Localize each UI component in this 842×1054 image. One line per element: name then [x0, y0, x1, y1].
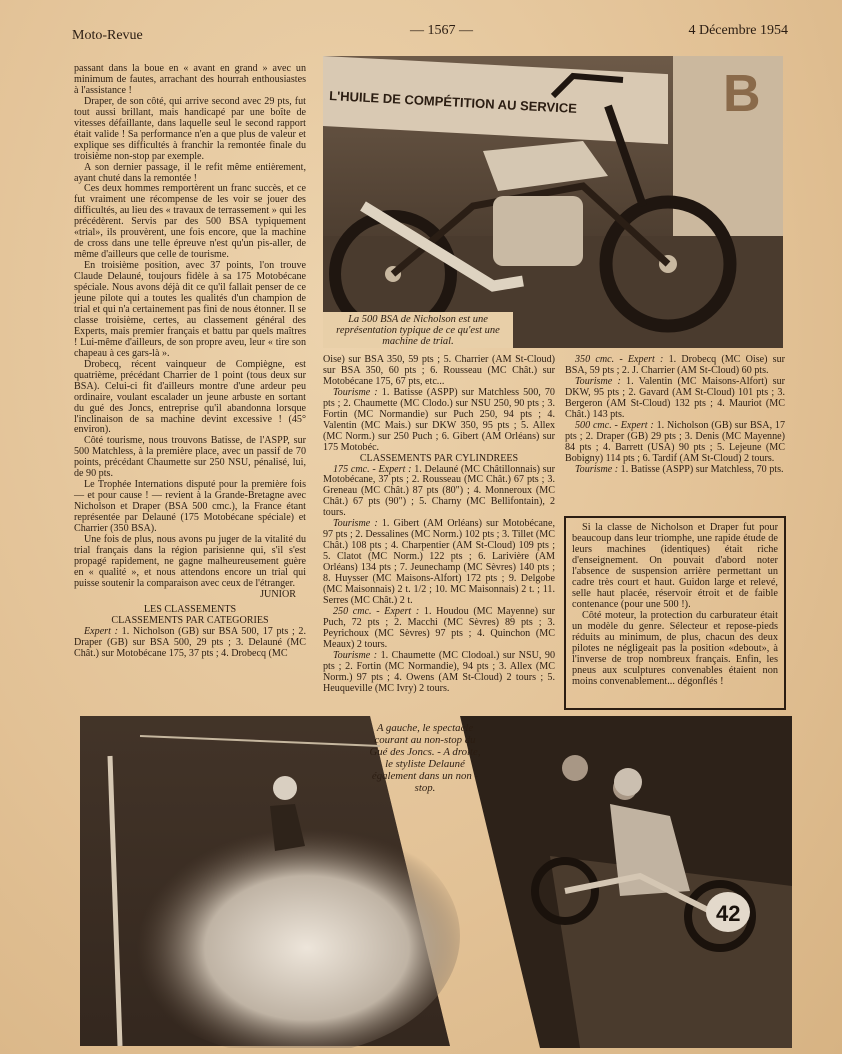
class-350-label: 350 cmc. - Expert : [575, 354, 664, 365]
tourisme-500-results: 1. Batisse (ASPP) sur Matchless, 70 pts. [620, 463, 784, 475]
class-175-label: 175 cmc. - Expert : [333, 463, 412, 475]
class-500-label: 500 cmc. - Expert : [575, 419, 654, 431]
tourisme-label: Tourisme : [333, 386, 378, 398]
column-left-article [74, 64, 306, 659]
expert-results: 1. Nicholson (GB) sur BSA 500, 17 pts ; 2. Draper (GB) sur BSA 500, 29 pts ; 3. Delauné (MC Chât.) sur Motobécane 175, 37 pts ; 4. Drobecq (MC [74, 625, 307, 659]
tourisme-350-results: 1. Valentin (MC Maisons-Alfort) sur DKW, 95 pts ; 2. Gavard (AM St-Cloud) 101 pts ; 3. Bergeron (AM St-Cloud) 132 pts ; 4. Mauriot (MC Chât.) 143 pts. [565, 375, 785, 420]
article-paragraph: A son dernier passage, il le refit même entièrement, ayant chuté dans la remontée ! [74, 161, 306, 184]
tourisme-250-results: 1. Chaumette (MC Clodoal.) sur NSU, 90 pts ; 2. Fortin (MC Normandie), 94 pts ; 3. Allex (MC Norm.) 97 pts ; 4. Owens (AM St-Cloud) 2 tours ; 5. Heuqueville (MC Ivry) 2 tours. [323, 649, 555, 694]
class-175-results: 1. Delauné (MC Châtillonnais) sur Motobécane, 37 pts ; 2. Rousseau (MC Chât.) 67 pts ; 3. Greneau (MC Chât.) 87 pts (80") ; 4. Monneroux (MC Chât.) 67 pts (90") ; 5. Charny (MC Bellifontain), 2 tours. [323, 463, 555, 519]
article-paragraph: Une fois de plus, nous avons pu juger de la vitalité du trial français dans la région parisienne qui, s'il s'est propagé rapidement, ne gagne malheureusement guère en « qualité », et nous attendons encore un trial qui puisse soutenir la comparaison avec ceux de l'étranger. [74, 533, 306, 589]
issue-date: 4 Décembre 1954 [688, 23, 788, 38]
column-middle-results [323, 355, 555, 695]
results-heading: LES CLASSEMENTS [143, 603, 237, 615]
photo-bsa-motorcycle [323, 56, 783, 348]
photo-caption-top: La 500 BSA de Nicholson est une représentation typique de ce qu'est une machine de trial. [323, 312, 513, 348]
article-paragraph: Draper, de son côté, qui arrive second avec 29 pts, fut tout aussi brillant, mais handicapé par une boîte de vitesses défaillante, dans laquelle seul le second rapport était valide ! Sa performance n'en a que plus de valeur et explique ses difficultés à franchir la remontée finale du troisième non-stop par exemple. [74, 95, 306, 162]
machine-analysis-box [564, 516, 786, 710]
magazine-name: Moto-Revue [72, 28, 143, 43]
class-250-label: 250 cmc. - Expert : [333, 605, 420, 617]
article-paragraph: En troisième position, avec 37 points, l'on trouve Claude Delauné, toujours fidèle à sa 175 Motobécane spéciale. Nous avons déjà dit ce qu'il fallait penser de ce jeune pilote qui a toutes les qualités d'un champion de trial et qui n'a certainement pas fini de nous étonner. Il se classe troisième, certes, au classement général des Experts, mais premier français et battu par quels maîtres ! Lui-même d'ailleurs, de son propre aveu, leur « tire son chapeau à ces gars-là ». [74, 260, 306, 359]
article-paragraph: Ces deux hommes remportèrent un franc succès, et ce fut vraiment une récompense de les voir se jouer des difficultés, au lieu des « travaux de terrassement » qui les précédèrent. Servis par des 500 BSA typiquement «trial», ils prouvèrent, une fois encore, que la machine de cross dans une telle épreuve n'est qu'un pis-aller, de même d'ailleurs que celle de tourisme. [74, 183, 306, 261]
number-plate: 42 [716, 901, 741, 926]
tourisme-250-label: Tourisme : [333, 649, 378, 661]
class-350-results: 1. Drobecq (MC Oise) sur BSA, 59 pts ; 2. J. Charrier (AM St-Cloud) 60 pts. [565, 354, 786, 376]
author-signature: JUNIOR [260, 588, 296, 600]
class-500-results: 1. Nicholson (GB) sur BSA, 17 pts ; 2. Draper (GB) 29 pts ; 3. Denis (MC Mayenne) 84 pts ; 4. Barrett (USA) 90 pts ; 5. Lejeune (MC Bobigny) 114 pts ; 6. Tardif (AM St-Cloud) 2 tours. [565, 419, 785, 464]
article-paragraph: Drobecq, récent vainqueur de Compiègne, est quatrième, précédant Charrier de 1 point (tous deux sur BSA). Celui-ci fit d'ailleurs montre d'une ardeur peu ordinaire, voulant escalader un jeune arbuste en sortant du gué des Joncs, entreprise qu'il abandonna lorsque l'inclinaison de sa machine devint excessive ! (45° environ). [74, 358, 306, 436]
tourisme-175-label: Tourisme : [333, 518, 378, 530]
class-250-results: 1. Houdou (MC Mayenne) sur Puch, 72 pts ; 2. Macchi (MC Sèvres) 89 pts ; 3. Peyrichoux (MC Sèvres) 97 pts ; 4. Quinchon (MC Meaux) 2 tours. [323, 605, 555, 650]
article-paragraph: Côté tourisme, nous trouvons Batisse, de l'ASPP, sur 500 Matchless, à la première place, avec un passif de 70 points, précédant Chaumette sur 250 NSU, pénalisé, lui, de 90 pts. [74, 435, 306, 480]
results-text: Oise) sur BSA 350, 59 pts ; 5. Charrier (AM St-Cloud) sur BSA 350, 60 pts ; 6. Rousseau (MC Chât.) sur Motobécane 175, 67 pts, etc... [323, 354, 555, 387]
box-paragraph: Côté moteur, la protection du carburateur était un modèle du genre. Sélecteur et repose-pieds réduits au minimum, de plus, chacun des deux pilotes ne négligeait pas la position «debout», à l'inverse de trop nombreux français. Enfin, les pneus aux sculptures convenables étaient non moins convenablement... dégonflés ! [572, 610, 778, 687]
cylinder-heading: CLASSEMENTS PAR CYLINDREES [359, 452, 519, 464]
expert-label: Expert : [84, 625, 118, 637]
column-right-results [565, 355, 785, 475]
tourisme-results: 1. Batisse (ASPP) sur Matchless 500, 70 pts ; 2. Chaumette (MC Clodo.) sur NSU 250, 90 pts ; 3. Fortin (MC Normandie) sur Puch 250, 94 pts ; 4. Valentin (MC Mais.) sur DKW 350, 95 pts ; 5. Allex (MC Norm.) sur 250 Puch ; 6. Gibert (AM Orléans) sur 175 Motobéc. [323, 386, 555, 453]
page-header [72, 22, 788, 42]
tourisme-175-results: 1. Gibert (AM Orléans) sur Motobécane, 97 pts ; 2. Dessalines (MC Norm.) 102 pts ; 3. Tillet (MC Chât.) 108 pts ; 4. Charpentier (AM St-Cloud) 109 pts ; 5. Clatot (MC Norm.) 122 pts ; 6. Larivière (AM Orléans) 134 pts ; 7. Jeunechamp (MC Sèvres) 140 pts ; 8. Huysser (MC Maisons-Alfort) 172 pts ; 9. Delgobe (MC Maisonnais) 2 t. 1/2 ; 10. MC Maisonnais) 2 t. ; 11. Serres (MC Chât.) 2 t. [323, 518, 555, 606]
article-paragraph: passant dans la boue en « avant en grand » avec un minimum de fautes, arrachant des hourrah enthousiastes à l'assistance ! [74, 63, 306, 96]
tourisme-350-label: Tourisme : [575, 375, 621, 387]
photo-bottom-spread [80, 716, 792, 1048]
motorcycle-illustration [323, 56, 783, 348]
photo-caption-bottom: A gauche, le spectacle courant au non-stop du Gué des Joncs. - A droite, le styliste Delauné également dans un non - stop. [369, 722, 481, 794]
banner-text: L'HUILE DE COMPÉTITION AU SERVICE [328, 88, 578, 116]
tourisme-500-label: Tourisme : [575, 463, 619, 475]
article-paragraph: Le Trophée Internations disputé pour la première fois — et pour cause ! — revient à la Grande-Bretagne avec Nicholson et Draper (BSA 500 cmc.), la France étant représentée par Delauné (175 Motobécane spéciale) et Charrier (350 BSA). [74, 479, 306, 535]
box-paragraph: Si la classe de Nicholson et Draper fut pour beaucoup dans leur triomphe, une rapide étude de leurs machines (identiques) était riche d'enseignement. On pouvait d'abord noter l'absence de suspension arrière permettant un cadre très court et haut. Guidon large et relevé, selle haut placée, réservoir étroit et de faible contenance (pour une 500 !). [572, 522, 778, 610]
page-number: — 1567 — [410, 23, 473, 38]
svg-text:B: B [723, 65, 761, 123]
categories-heading: CLASSEMENTS PAR CATEGORIES [111, 614, 269, 626]
